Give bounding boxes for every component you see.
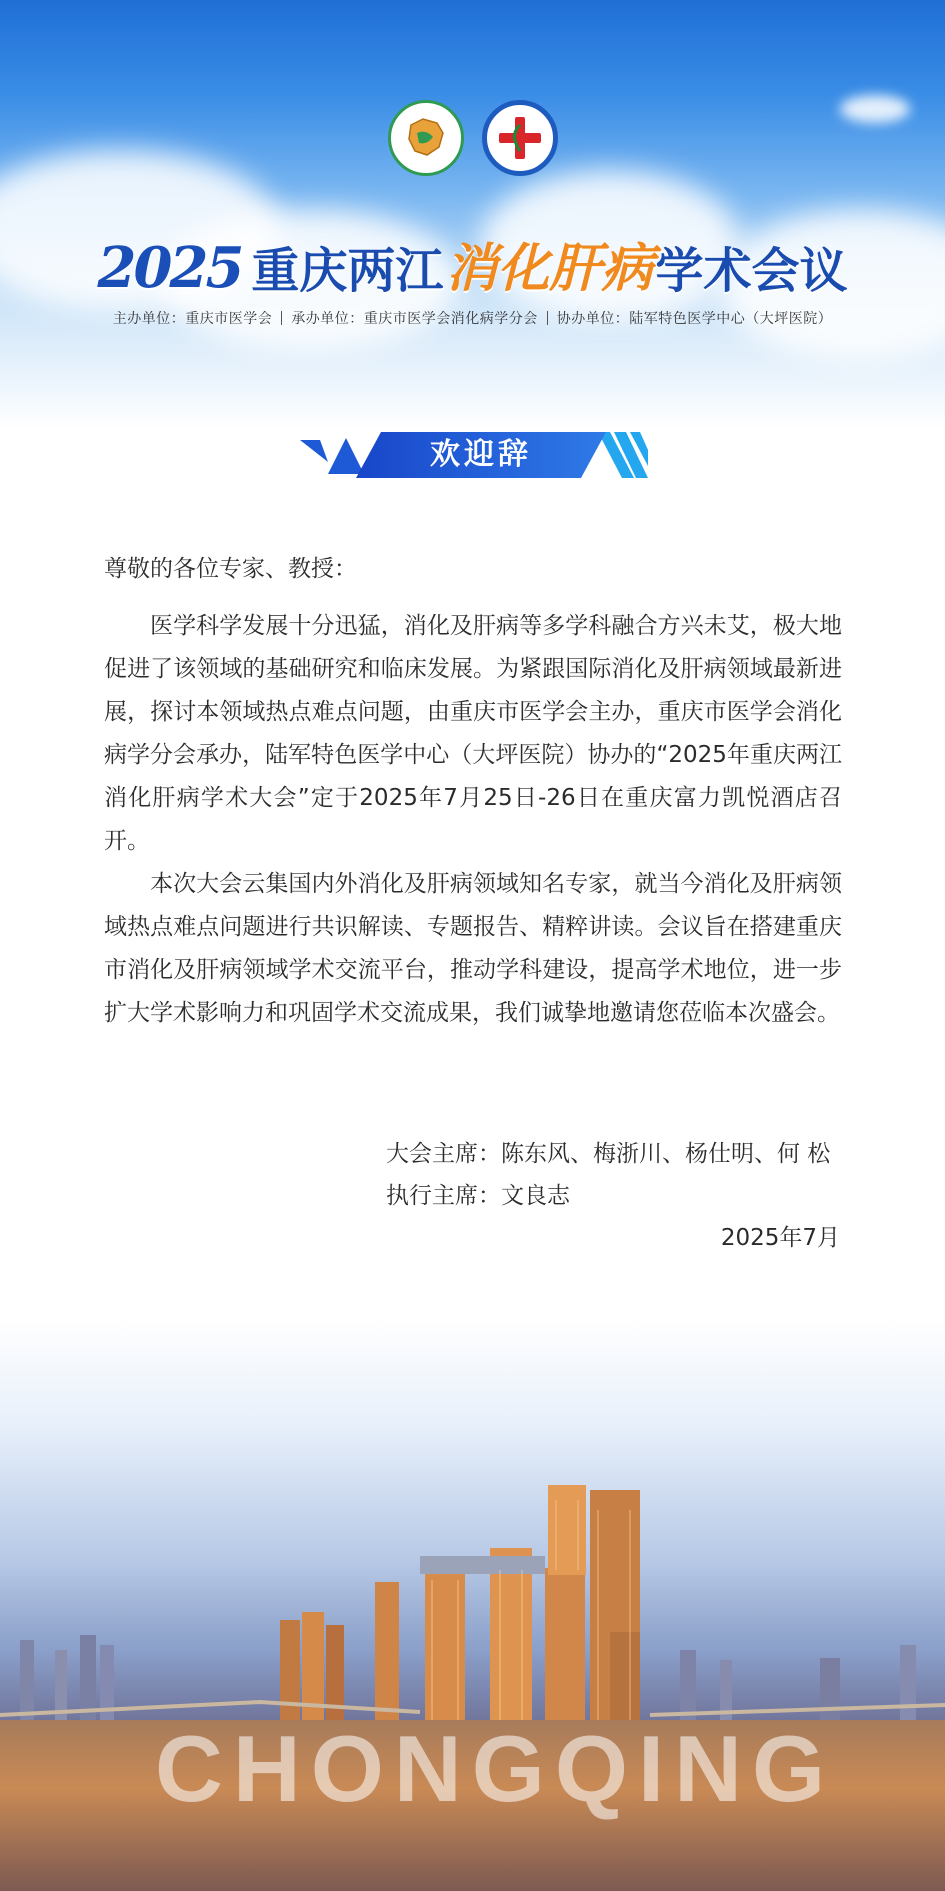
divider bbox=[281, 311, 282, 325]
letter-paragraph-1: 医学科学发展十分迅猛，消化及肝病等多学科融合方兴未艾，极大地促进了该领域的基础研究和临床发展。为紧跟国际消化及肝病领域最新进展，探讨本领域热点难点问题，由重庆市医学会主办，重庆市医学会消化病学分会承办，陆军特色医学中心（大坪医院）协办的“2025年重庆两江消化肝病学术大会”定于2025年7月25日-26日在重庆富力凯悦酒店召开。 bbox=[104, 613, 842, 854]
organizer-host: 主办单位：重庆市医学会 bbox=[112, 311, 273, 327]
title-suffix: 学术会议 bbox=[655, 243, 848, 299]
title-city: 重庆两江 bbox=[251, 243, 444, 299]
organizers-line bbox=[0, 308, 945, 328]
organizer-co-host: 协办单位：陆军特色医学中心（大坪医院） bbox=[556, 311, 833, 327]
signature-block bbox=[104, 1133, 840, 1259]
conference-chairs: 大会主席：陈东风、梅浙川、杨仕明、何 松 bbox=[386, 1141, 831, 1167]
welcome-letter bbox=[104, 548, 842, 1035]
city-watermark: CHONGQING bbox=[155, 1716, 836, 1821]
title-year: 2025 bbox=[97, 235, 242, 301]
letter-paragraph-2: 本次大会云集国内外消化及肝病领域知名专家，就当今消化及肝病领域热点难点问题进行共识解读、专题报告、精粹讲读。会议旨在搭建重庆市消化及肝病领域学术交流平台，推动学科建设，提高学术地位，进一步扩大学术影响力和巩固学术交流成果，我们诚挚地邀请您莅临本次盛会。 bbox=[104, 871, 842, 1026]
logo-group bbox=[0, 100, 945, 176]
divider bbox=[547, 311, 548, 325]
title-topic: 消化肝病 bbox=[445, 239, 654, 299]
red-cross-logo-icon bbox=[482, 100, 558, 176]
conference-title bbox=[0, 226, 945, 301]
salutation: 尊敬的各位专家、教授： bbox=[104, 556, 357, 582]
executive-chair: 执行主席：文良志 bbox=[386, 1183, 570, 1209]
organizer-undertaker: 承办单位：重庆市医学会消化病学分会 bbox=[291, 311, 538, 327]
chongqing-medical-association-logo-icon bbox=[388, 100, 464, 176]
welcome-banner bbox=[298, 432, 648, 478]
letter-date: 2025年7月 bbox=[720, 1225, 840, 1251]
banner-label: 欢迎辞 bbox=[430, 437, 532, 472]
